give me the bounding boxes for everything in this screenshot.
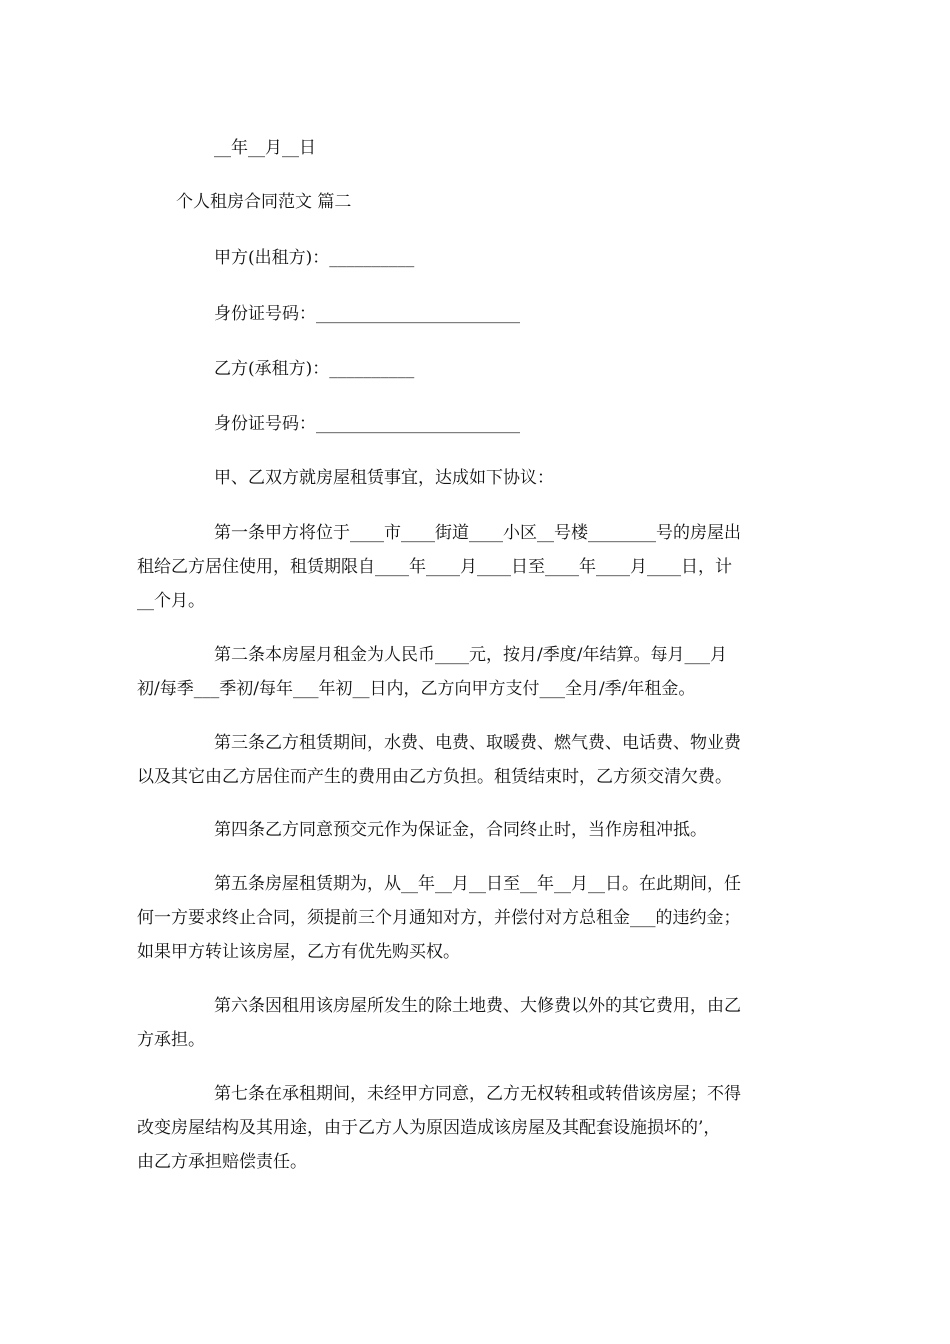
article-5-line: 如果甲方转让该房屋，乙方有优先购买权。 bbox=[137, 942, 460, 962]
article-6-line: 第六条因租用该房屋所发生的除土地费、大修费以外的其它费用，由乙 bbox=[214, 996, 741, 1016]
article-2-line: 第二条本房屋月租金为人民币____元，按月/季度/年结算。每月___月 bbox=[214, 645, 727, 665]
article-2-line: 初/每季___季初/每年___年初__日内，乙方向甲方支付___全月/季/年租金。 bbox=[137, 679, 696, 699]
party-a-id-field: 身份证号码：________________________ bbox=[214, 304, 520, 324]
article-3-line: 以及其它由乙方居住而产生的费用由乙方负担。租赁结束时，乙方须交清欠费。 bbox=[137, 767, 732, 787]
article-7-line: 第七条在承租期间，未经甲方同意，乙方无权转租或转借该房屋；不得 bbox=[214, 1084, 741, 1104]
article-5-line: 何一方要求终止合同，须提前三个月通知对方，并偿付对方总租金___的违约金； bbox=[137, 908, 741, 928]
article-4-line: 第四条乙方同意预交元作为保证金，合同终止时，当作房租冲抵。 bbox=[214, 820, 707, 840]
party-b-id-field: 身份证号码：________________________ bbox=[214, 414, 520, 434]
article-1-line: 租给乙方居住使用，租赁期限自____年____月____日至____年____月____日，计 bbox=[137, 557, 732, 577]
party-a-field: 甲方(出租方)：__________ bbox=[214, 248, 415, 268]
article-1-line: __个月。 bbox=[137, 591, 205, 611]
agreement-intro: 甲、乙双方就房屋租赁事宜，达成如下协议： bbox=[214, 468, 554, 488]
party-b-field: 乙方(承租方)：__________ bbox=[214, 359, 415, 379]
article-1-line: 第一条甲方将位于____市____街道____小区__号楼________号的房屋出 bbox=[214, 523, 741, 543]
article-5-line: 第五条房屋租赁期为，从__年__月__日至__年__月__日。在此期间，任 bbox=[214, 874, 741, 894]
article-6-line: 方承担。 bbox=[137, 1030, 205, 1050]
date-line: __年__月__日 bbox=[214, 138, 316, 158]
article-7-line: 由乙方承担赔偿责任。 bbox=[137, 1152, 307, 1172]
section-title: 个人租房合同范文 篇二 bbox=[176, 192, 352, 212]
article-3-line: 第三条乙方租赁期间，水费、电费、取暖费、燃气费、电话费、物业费 bbox=[214, 733, 741, 753]
article-7-line: 改变房屋结构及其用途，由于乙方人为原因造成该房屋及其配套设施损坏的’， bbox=[137, 1118, 721, 1138]
